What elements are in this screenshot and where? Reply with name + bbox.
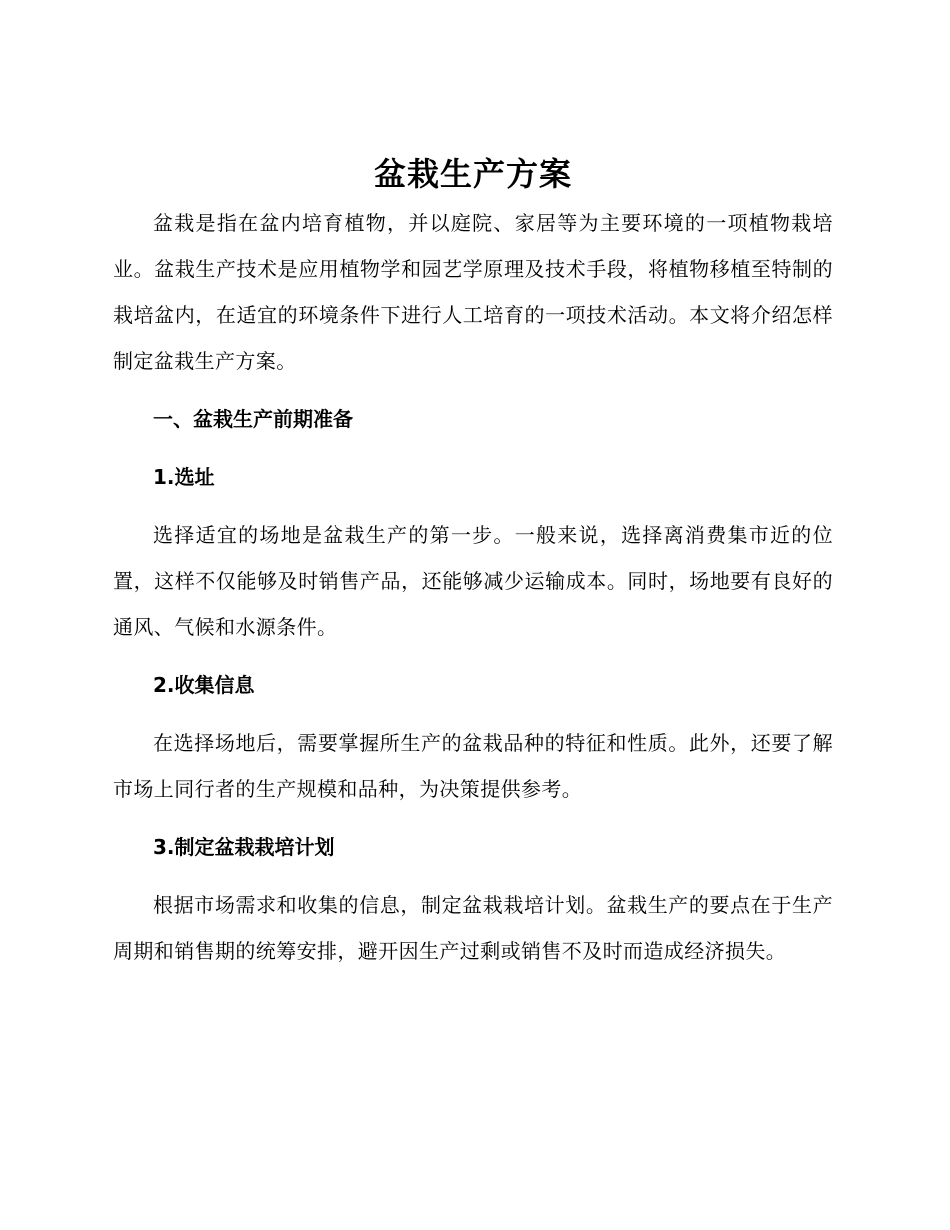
document-content (113, 148, 833, 974)
intro-paragraph: 盆栽是指在盆内培育植物，并以庭院、家居等为主要环境的一项植物栽培业。盆栽生产技术是应用植物学和园艺学原理及技术手段，将植物移植至特制的栽培盆内，在适宜的环境条件下进行人工培育的一项技术活动。本文将介绍怎样制定盆栽生产方案。 (113, 211, 833, 373)
section-heading-1: 一、盆栽生产前期准备 (153, 407, 353, 431)
spacer (113, 650, 833, 662)
spacer (113, 500, 833, 512)
plan-paragraph: 根据市场需求和收集的信息，制定盆栽栽培计划。盆栽生产的要点在于生产周期和销售期的统筹安排，避开因生产过剩或销售不及时而造成经济损失。 (113, 893, 833, 963)
spacer (113, 812, 833, 824)
subsection-heading-info: 2.收集信息 (153, 673, 255, 697)
spacer (113, 442, 833, 454)
subsection-heading-plan: 3.制定盆栽栽培计划 (153, 835, 335, 859)
subsection-heading-site: 1.选址 (153, 465, 215, 489)
spacer (113, 708, 833, 720)
info-paragraph: 在选择场地后，需要掌握所生产的盆栽品种的特征和性质。此外，还要了解市场上同行者的生产规模和品种，为决策提供参考。 (113, 731, 833, 801)
spacer (113, 870, 833, 882)
spacer (113, 384, 833, 396)
document-title: 盆栽生产方案 (373, 155, 572, 193)
site-paragraph: 选择适宜的场地是盆栽生产的第一步。一般来说，选择离消费集市近的位置，这样不仅能够及时销售产品，还能够减少运输成本。同时，场地要有良好的通风、气候和水源条件。 (113, 523, 833, 639)
